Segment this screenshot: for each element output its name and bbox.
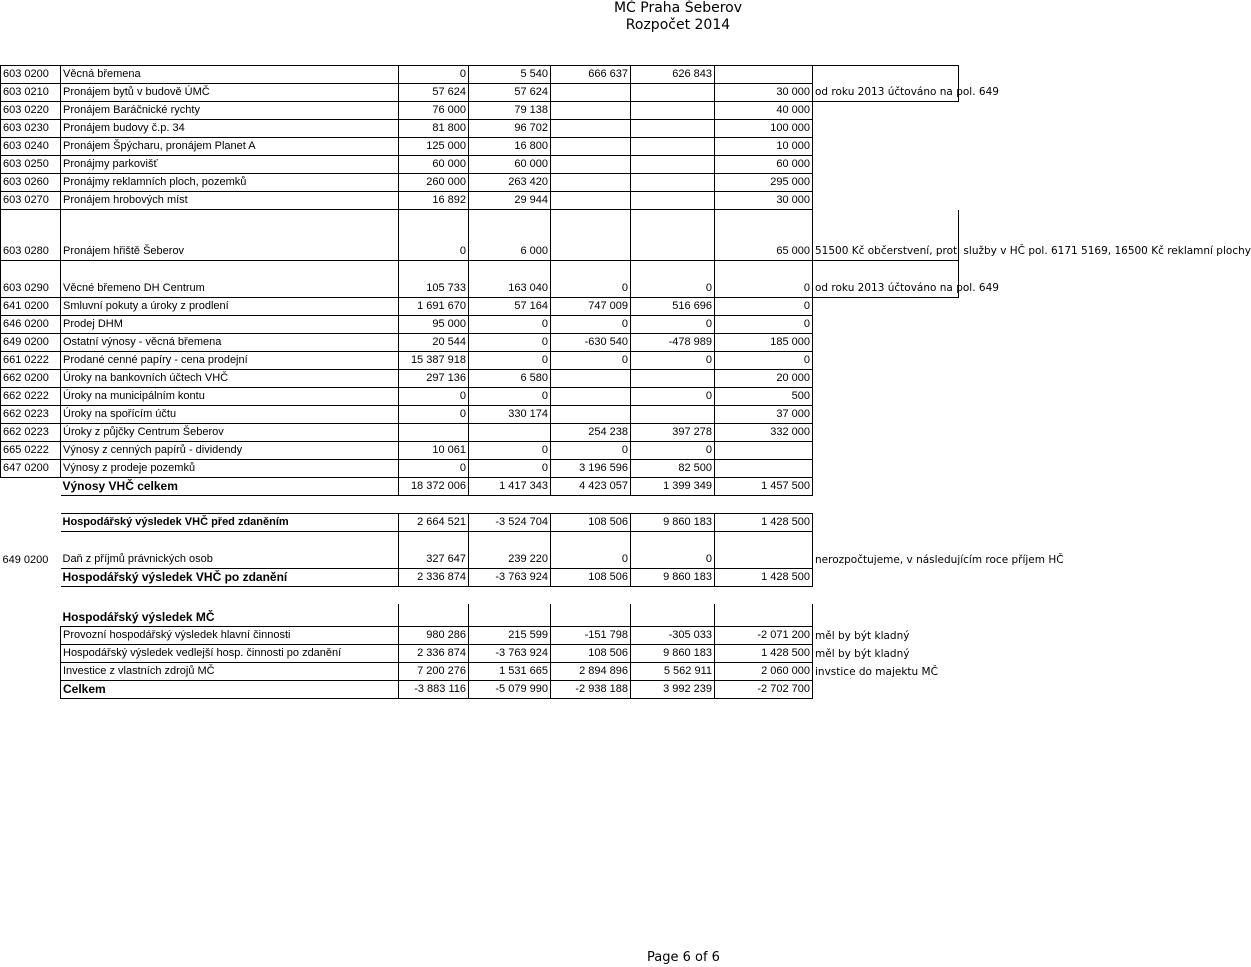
value-cell: 0: [469, 388, 551, 406]
value-cell: 108 506: [551, 569, 631, 587]
note-cell: od roku 2013 účtováno na pol. 649: [813, 66, 959, 102]
summary-row: [1, 569, 959, 587]
value-cell: 60 000: [715, 156, 813, 174]
value-cell: 0: [399, 210, 469, 261]
account-code: 603 0270: [1, 192, 61, 210]
value-cell: 60 000: [399, 156, 469, 174]
item-name: Pronájem budovy č.p. 34: [61, 120, 399, 138]
value-cell: 81 800: [399, 120, 469, 138]
account-code: 641 0200: [1, 298, 61, 316]
table-row: [1, 192, 959, 210]
value-cell: -3 763 924: [469, 569, 551, 587]
value-cell: 82 500: [631, 460, 715, 478]
value-cell: 96 702: [469, 120, 551, 138]
value-cell: 0: [551, 442, 631, 460]
value-cell: 108 506: [551, 514, 631, 532]
value-cell: 0: [715, 298, 813, 316]
total-label: Výnosy VHČ celkem: [61, 478, 399, 496]
value-cell: 7 200 276: [399, 663, 469, 681]
account-code: 662 0223: [1, 406, 61, 424]
value-cell: 1 428 500: [715, 645, 813, 663]
value-cell: 1 428 500: [715, 514, 813, 532]
table-row: [1, 156, 959, 174]
value-cell: 0: [469, 442, 551, 460]
value-cell: [631, 138, 715, 156]
note-cell: měl by být kladný: [815, 629, 910, 642]
page-number: Page 6 of 6: [647, 950, 720, 965]
value-cell: 1 457 500: [715, 478, 813, 496]
table-row: [1, 138, 959, 156]
value-cell: [551, 102, 631, 120]
note-cell: invstice do majektu MČ: [815, 665, 938, 678]
section-title-row: [1, 604, 959, 627]
value-cell: 20 544: [399, 334, 469, 352]
value-cell: [631, 120, 715, 138]
item-name: Daň z příjmů právnických osob: [61, 532, 399, 569]
value-cell: 0: [631, 442, 715, 460]
account-code: 649 0200: [2, 553, 49, 566]
value-cell: [715, 442, 813, 460]
value-cell: 60 000: [469, 156, 551, 174]
value-cell: [551, 120, 631, 138]
value-cell: [551, 138, 631, 156]
value-cell: 666 637: [551, 66, 631, 84]
total-label: Celkem: [61, 681, 399, 699]
item-name: Úroky na bankovních účtech VHČ: [61, 370, 399, 388]
value-cell: 2 336 874: [399, 569, 469, 587]
value-cell: 1 399 349: [631, 478, 715, 496]
value-cell: 0: [631, 532, 715, 569]
value-cell: 9 860 183: [631, 645, 715, 663]
value-cell: [631, 84, 715, 102]
account-code: 662 0200: [1, 370, 61, 388]
note-cell: 51500 Kč občerstvení, proti služby v HČ pol. 6171 5169, 16500 Kč reklamní plochy: [813, 210, 959, 261]
item-name: Výnosy z cenných papírů - dividendy: [61, 442, 399, 460]
item-name: Pronájem bytů v budově ÚMČ: [61, 84, 399, 102]
note-cell: měl by být kladný: [815, 647, 910, 660]
value-cell: 76 000: [399, 102, 469, 120]
value-cell: [631, 370, 715, 388]
value-cell: 2 336 874: [399, 645, 469, 663]
value-cell: [551, 406, 631, 424]
document-header: [614, 0, 742, 34]
value-cell: 6 580: [469, 370, 551, 388]
item-name: Smluvní pokuty a úroky z prodlení: [61, 298, 399, 316]
account-code: 662 0223: [1, 424, 61, 442]
value-cell: 260 000: [399, 174, 469, 192]
value-cell: 57 164: [469, 298, 551, 316]
value-cell: 6 000: [469, 210, 551, 261]
total-row: [1, 681, 959, 699]
item-name: Pronájem Špýcharu, pronájem Planet A: [61, 138, 399, 156]
value-cell: 1 691 670: [399, 298, 469, 316]
value-cell: -2 938 188: [551, 681, 631, 699]
value-cell: 516 696: [631, 298, 715, 316]
table-row: [1, 352, 959, 370]
table-row: [1, 645, 959, 663]
note-cell: nerozpočtujeme, v následujícím roce příjem HČ: [815, 553, 1064, 566]
value-cell: 100 000: [715, 120, 813, 138]
item-name: Úroky na municipálním kontu: [61, 388, 399, 406]
value-cell: [631, 174, 715, 192]
value-cell: [551, 370, 631, 388]
total-row: [1, 478, 959, 496]
account-code: 603 0220: [1, 102, 61, 120]
value-cell: 980 286: [399, 627, 469, 645]
table-row: [1, 442, 959, 460]
table-row: [1, 424, 959, 442]
value-cell: 57 624: [469, 84, 551, 102]
account-code: 603 0230: [1, 120, 61, 138]
item-name: Úroky z půjčky Centrum Šeberov: [61, 424, 399, 442]
account-code: 665 0222: [1, 442, 61, 460]
item-name: Pronájem hřiště Šeberov: [61, 210, 399, 261]
value-cell: 16 800: [469, 138, 551, 156]
value-cell: -3 524 704: [469, 514, 551, 532]
value-cell: 332 000: [715, 424, 813, 442]
value-cell: 0: [631, 388, 715, 406]
municipality-name: MČ Praha Šeberov: [613, 0, 742, 16]
value-cell: 0: [469, 352, 551, 370]
account-code: 603 0290: [1, 261, 61, 298]
value-cell: 0: [631, 352, 715, 370]
value-cell: 0: [715, 316, 813, 334]
item-name: Hospodářský výsledek vedlejší hosp. činnosti po zdanění: [61, 645, 399, 663]
item-name: Pronájmy parkovišť: [61, 156, 399, 174]
summary-label: Hospodářský výsledek VHČ po zdanění: [61, 569, 399, 587]
item-name: Úroky na spořícím účtu: [61, 406, 399, 424]
value-cell: 0: [715, 261, 813, 298]
item-name: Věcná břemena: [61, 66, 399, 84]
section-title: Hospodářský výsledek MČ: [61, 604, 399, 627]
value-cell: 0: [551, 532, 631, 569]
value-cell: 9 860 183: [631, 569, 715, 587]
value-cell: 0: [469, 316, 551, 334]
table-row: [1, 174, 959, 192]
value-cell: 40 000: [715, 102, 813, 120]
value-cell: 108 506: [551, 645, 631, 663]
value-cell: [399, 424, 469, 442]
value-cell: 0: [631, 261, 715, 298]
value-cell: -5 079 990: [469, 681, 551, 699]
value-cell: 397 278: [631, 424, 715, 442]
table-row: [1, 406, 959, 424]
account-code: 662 0222: [1, 388, 61, 406]
value-cell: [631, 210, 715, 261]
table-row: [1, 460, 959, 478]
summary-row: [1, 514, 959, 532]
item-name: Pronájem hrobových míst: [61, 192, 399, 210]
value-cell: [715, 66, 813, 84]
value-cell: 16 892: [399, 192, 469, 210]
value-cell: -2 702 700: [715, 681, 813, 699]
value-cell: [631, 102, 715, 120]
table-row: [1, 532, 959, 569]
value-cell: 5 540: [469, 66, 551, 84]
value-cell: 5 562 911: [631, 663, 715, 681]
table-row: [1, 663, 959, 681]
value-cell: 2 894 896: [551, 663, 631, 681]
value-cell: 9 860 183: [631, 514, 715, 532]
value-cell: 0: [399, 406, 469, 424]
value-cell: [469, 424, 551, 442]
budget-title: Rozpočet 2014: [625, 17, 731, 33]
value-cell: 79 138: [469, 102, 551, 120]
value-cell: [551, 210, 631, 261]
value-cell: 295 000: [715, 174, 813, 192]
value-cell: 215 599: [469, 627, 551, 645]
value-cell: 0: [715, 352, 813, 370]
value-cell: [551, 156, 631, 174]
account-code: 603 0210: [1, 84, 61, 102]
value-cell: 18 372 006: [399, 478, 469, 496]
budget-table: [0, 65, 1251, 699]
item-name: Prodej DHM: [61, 316, 399, 334]
value-cell: 163 040: [469, 261, 551, 298]
value-cell: [631, 192, 715, 210]
note-cell: od roku 2013 účtováno na pol. 649: [813, 261, 959, 298]
value-cell: 500: [715, 388, 813, 406]
value-cell: 125 000: [399, 138, 469, 156]
value-cell: 29 944: [469, 192, 551, 210]
value-cell: 297 136: [399, 370, 469, 388]
value-cell: [551, 84, 631, 102]
account-code: 647 0200: [1, 460, 61, 478]
value-cell: 330 174: [469, 406, 551, 424]
value-cell: 0: [399, 66, 469, 84]
value-cell: 105 733: [399, 261, 469, 298]
account-code: 603 0240: [1, 138, 61, 156]
value-cell: 327 647: [399, 532, 469, 569]
account-code: 661 0222: [1, 352, 61, 370]
item-name: Výnosy z prodeje pozemků: [61, 460, 399, 478]
account-code: 603 0200: [1, 66, 61, 84]
table-row: [1, 102, 959, 120]
table-row: [1, 370, 959, 388]
value-cell: 239 220: [469, 532, 551, 569]
table-row: [1, 210, 959, 261]
value-cell: -630 540: [551, 334, 631, 352]
value-cell: 0: [551, 316, 631, 334]
value-cell: 4 423 057: [551, 478, 631, 496]
value-cell: 0: [469, 334, 551, 352]
account-code: 603 0280: [1, 210, 61, 261]
value-cell: [631, 406, 715, 424]
table-row: [1, 627, 959, 645]
item-name: Investice z vlastních zdrojů MČ: [61, 663, 399, 681]
account-code: 603 0260: [1, 174, 61, 192]
value-cell: 0: [399, 388, 469, 406]
value-cell: -305 033: [631, 627, 715, 645]
value-cell: -2 071 200: [715, 627, 813, 645]
summary-label: Hospodářský výsledek VHČ před zdaněním: [61, 514, 399, 532]
value-cell: -3 763 924: [469, 645, 551, 663]
value-cell: 10 000: [715, 138, 813, 156]
value-cell: 0: [469, 460, 551, 478]
value-cell: 2 664 521: [399, 514, 469, 532]
item-name: Pronájmy reklamních ploch, pozemků: [61, 174, 399, 192]
value-cell: 254 238: [551, 424, 631, 442]
value-cell: 2 060 000: [715, 663, 813, 681]
value-cell: 3 196 596: [551, 460, 631, 478]
table-row: [1, 298, 959, 316]
value-cell: [715, 532, 813, 569]
value-cell: 0: [551, 352, 631, 370]
value-cell: [631, 156, 715, 174]
value-cell: 37 000: [715, 406, 813, 424]
table-row: [1, 120, 959, 138]
item-name: Ostatní výnosy - věcná břemena: [61, 334, 399, 352]
value-cell: 95 000: [399, 316, 469, 334]
item-name: Provozní hospodářský výsledek hlavní činnosti: [61, 627, 399, 645]
value-cell: 185 000: [715, 334, 813, 352]
value-cell: 30 000: [715, 192, 813, 210]
value-cell: [551, 192, 631, 210]
table-row: [1, 334, 959, 352]
item-name: Pronájem Baráčnické rychty: [61, 102, 399, 120]
account-code: 603 0250: [1, 156, 61, 174]
value-cell: -3 883 116: [399, 681, 469, 699]
value-cell: -478 989: [631, 334, 715, 352]
value-cell: 20 000: [715, 370, 813, 388]
value-cell: 15 387 918: [399, 352, 469, 370]
value-cell: 0: [399, 460, 469, 478]
value-cell: 0: [551, 261, 631, 298]
value-cell: 1 428 500: [715, 569, 813, 587]
value-cell: [551, 388, 631, 406]
table-row: [1, 388, 959, 406]
value-cell: 10 061: [399, 442, 469, 460]
item-name: Věcné břemeno DH Centrum: [61, 261, 399, 298]
item-name: Prodané cenné papíry - cena prodejní: [61, 352, 399, 370]
table-row: [1, 66, 959, 84]
value-cell: -151 798: [551, 627, 631, 645]
value-cell: 65 000: [715, 210, 813, 261]
value-cell: [551, 174, 631, 192]
value-cell: 3 992 239: [631, 681, 715, 699]
value-cell: 747 009: [551, 298, 631, 316]
value-cell: 1 417 343: [469, 478, 551, 496]
value-cell: 57 624: [399, 84, 469, 102]
account-code: 649 0200: [1, 334, 61, 352]
value-cell: 30 000: [715, 84, 813, 102]
account-code: 646 0200: [1, 316, 61, 334]
value-cell: [715, 460, 813, 478]
table-row: [1, 316, 959, 334]
value-cell: 1 531 665: [469, 663, 551, 681]
table-row: [1, 261, 959, 298]
value-cell: 626 843: [631, 66, 715, 84]
value-cell: 263 420: [469, 174, 551, 192]
value-cell: 0: [631, 316, 715, 334]
